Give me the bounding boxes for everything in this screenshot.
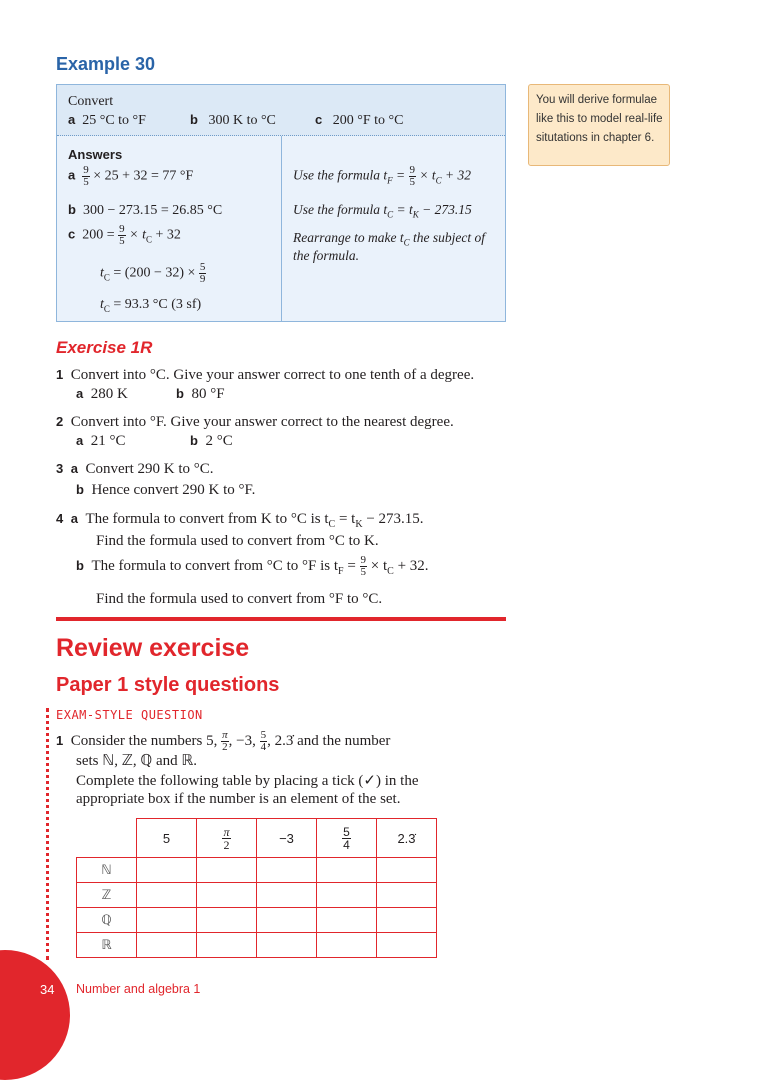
paper-title: Paper 1 style questions: [56, 674, 280, 696]
part-text: − 273.15.: [362, 511, 424, 527]
denominator: 5: [360, 566, 367, 578]
table-row: [77, 883, 437, 908]
fraction: [199, 262, 207, 285]
question-line-4: appropriate box if the number is an element of the set.: [76, 791, 401, 807]
answer-c-step3: [100, 297, 201, 314]
denominator: 9: [199, 273, 206, 285]
part-text: Hence convert 290 K to °F.: [91, 482, 256, 498]
header-5-over-4: [317, 819, 377, 858]
numerator: 9: [360, 554, 367, 566]
answer-c-step2: [100, 262, 206, 285]
part-c: [315, 112, 403, 129]
side-note-c2: the formula.: [293, 248, 359, 263]
table-row: [77, 908, 437, 933]
denominator: 4: [260, 741, 267, 753]
question-text: Consider the numbers 5,: [70, 732, 218, 749]
question-3b: [76, 482, 255, 499]
denominator: 5: [119, 235, 125, 247]
tick-cell[interactable]: [377, 933, 437, 958]
table-header-row: [77, 819, 437, 858]
tick-cell[interactable]: [197, 933, 257, 958]
subscript: C: [403, 237, 410, 248]
note-text: Rearrange to make t: [293, 230, 404, 245]
tick-cell[interactable]: [377, 908, 437, 933]
question-2a: [76, 433, 126, 450]
fraction: [221, 730, 229, 753]
tick-table: [76, 818, 437, 958]
section-divider: [56, 617, 506, 621]
tick-cell[interactable]: [137, 858, 197, 883]
subscript: F: [338, 565, 344, 577]
numerator: 9: [119, 223, 125, 235]
part-label: c: [315, 112, 323, 127]
page-corner-circle: [0, 950, 70, 1080]
part-text: 280 K: [90, 386, 128, 402]
note-text: + 32: [441, 167, 472, 183]
note-text: × t: [419, 167, 436, 183]
set-label: ℝ: [77, 933, 137, 958]
fraction: [82, 165, 90, 188]
part-a: [68, 112, 146, 129]
table-row: [77, 858, 437, 883]
numerator: π: [222, 729, 228, 741]
part-text: = t: [335, 511, 356, 527]
question-number: 3: [56, 461, 64, 476]
numerator: 5: [199, 261, 206, 273]
denominator: 5: [83, 176, 89, 188]
tick-cell[interactable]: [257, 908, 317, 933]
tick-cell[interactable]: [137, 908, 197, 933]
fraction: [360, 555, 368, 578]
subscript: C: [387, 565, 394, 577]
denominator: 5: [409, 176, 415, 188]
exam-style-label: EXAM-STYLE QUESTION: [56, 708, 203, 722]
note-text: − 273.15: [418, 202, 472, 217]
question-4a: [56, 511, 424, 530]
answer-text: 300 − 273.15 = 26.85 °C: [82, 203, 223, 218]
answer-text: 200 =: [82, 227, 115, 243]
answer-label: b: [68, 202, 76, 217]
part-text: + 32.: [393, 557, 429, 574]
variable: t: [100, 297, 104, 312]
header-pi-over-2: [197, 819, 257, 858]
tick-cell[interactable]: [137, 933, 197, 958]
tick-cell[interactable]: [377, 883, 437, 908]
answer-text: × t: [129, 227, 146, 243]
numerator: π: [223, 824, 230, 839]
fraction: [222, 826, 230, 851]
fraction: [409, 165, 417, 188]
set-label: ℕ: [77, 858, 137, 883]
note-text: Use the formula t: [293, 202, 388, 217]
note-text: the subject of: [409, 230, 485, 245]
page-number: 34: [40, 982, 55, 997]
side-note-c1: [293, 230, 485, 248]
question-number: 1: [56, 367, 64, 382]
answer-text: × 25 + 32 = 77 °F: [93, 168, 194, 184]
part-text: The formula to convert from K to °C is t: [85, 511, 329, 527]
question-1: [56, 367, 474, 384]
question-text: , −3,: [228, 732, 256, 749]
table-row: [77, 933, 437, 958]
example-question: [57, 85, 505, 136]
chapter-footer: Number and algebra 1: [76, 982, 201, 996]
question-line-3: Complete the following table by placing a tick (✓) in the: [76, 773, 419, 789]
variable: t: [100, 265, 104, 281]
answer-c: [68, 224, 181, 247]
part-label: b: [76, 557, 84, 573]
tick-cell[interactable]: [197, 883, 257, 908]
subscript: K: [412, 209, 419, 220]
header-2-3-recurring: 2.3̇: [377, 819, 437, 858]
set-label: ℚ: [77, 908, 137, 933]
part-text: =: [343, 557, 356, 574]
tick-cell[interactable]: [257, 883, 317, 908]
tick-cell[interactable]: [317, 858, 377, 883]
part-text: 200 °F to °C: [332, 113, 404, 128]
part-label: b: [190, 433, 198, 448]
answer-b: [68, 202, 222, 219]
tick-cell[interactable]: [377, 858, 437, 883]
part-text: 21 °C: [90, 433, 126, 449]
fraction: [118, 224, 126, 247]
part-label: a: [76, 433, 84, 448]
tick-cell[interactable]: [197, 908, 257, 933]
note-text: = t: [393, 202, 413, 217]
subscript: C: [387, 209, 394, 220]
question-number: 1: [56, 732, 64, 748]
part-text: Convert 290 K to °C.: [85, 461, 214, 477]
tick-cell[interactable]: [317, 908, 377, 933]
side-note-b: [293, 202, 472, 220]
note-text: =: [392, 167, 406, 183]
subscript: F: [387, 175, 393, 186]
tick-cell[interactable]: [257, 858, 317, 883]
question-text: , 2.3̇ and the number: [267, 732, 391, 749]
denominator: 2: [223, 837, 230, 852]
margin-note: You will derive formulae like this to model real-life situtations in chapter 6.: [528, 84, 670, 166]
header-5: 5: [137, 819, 197, 858]
numerator: 5: [260, 729, 267, 741]
part-label: a: [70, 511, 78, 526]
answer-label: c: [68, 226, 76, 242]
question-line-2: sets ℕ, ℤ, ℚ and ℝ.: [76, 753, 198, 769]
question-number: 4: [56, 511, 64, 526]
question-text: Convert into °C. Give your answer correct to one tenth of a degree.: [70, 367, 475, 383]
tick-cell[interactable]: [137, 883, 197, 908]
subscript: C: [103, 272, 110, 283]
question-1b: [176, 386, 225, 403]
tick-cell[interactable]: [257, 933, 317, 958]
example-box: [56, 84, 506, 322]
question-2b: [190, 433, 233, 450]
part-label: a: [70, 461, 78, 476]
question-4b: [76, 555, 429, 578]
question-2: [56, 414, 454, 431]
tick-cell[interactable]: [317, 933, 377, 958]
set-label: ℤ: [77, 883, 137, 908]
exercise-title: Exercise 1R: [56, 338, 153, 357]
answer-a: [68, 165, 193, 188]
part-label: a: [68, 112, 76, 127]
denominator: 4: [343, 837, 350, 852]
column-divider: [281, 136, 282, 321]
part-text: 25 °C to °F: [82, 113, 146, 128]
part-text: 300 K to °C: [208, 113, 276, 128]
question-4b-line2: Find the formula used to convert from °F to °C.: [96, 591, 383, 607]
subscript: K: [355, 519, 363, 530]
answer-text: = 93.3 °C (3 sf): [109, 297, 202, 312]
answer-text: = (200 − 32) ×: [109, 265, 196, 281]
numerator: 9: [409, 164, 415, 176]
question-text: Convert into °F. Give your answer correct to the nearest degree.: [70, 414, 454, 430]
subscript: C: [145, 234, 152, 245]
tick-cell[interactable]: [317, 883, 377, 908]
note-text: Use the formula t: [293, 167, 388, 183]
denominator: 2: [222, 741, 228, 753]
convert-label: Convert: [68, 94, 114, 109]
table-corner: [77, 819, 137, 858]
fraction: [342, 826, 351, 851]
numerator: 5: [343, 824, 350, 839]
subscript: C: [103, 303, 110, 314]
part-text: 2 °C: [205, 433, 233, 449]
side-note-a: [293, 165, 471, 188]
answers-label: Answers: [68, 147, 123, 162]
question-line-1: [56, 730, 390, 753]
exam-question-marker: [46, 708, 49, 960]
part-text: The formula to convert from °C to °F is t: [91, 557, 338, 574]
part-label: b: [76, 482, 84, 497]
question-4a-line2: Find the formula used to convert from °C to K.: [96, 533, 379, 549]
numerator: 9: [83, 164, 89, 176]
answer-text: + 32: [152, 227, 181, 243]
question-1a: [76, 386, 128, 403]
answer-label: a: [68, 167, 76, 183]
part-text: 80 °F: [191, 386, 225, 402]
example-title: Example 30: [56, 54, 156, 74]
tick-cell[interactable]: [197, 858, 257, 883]
subscript: C: [435, 175, 442, 186]
header-minus-3: −3: [257, 819, 317, 858]
question-number: 2: [56, 414, 64, 429]
part-text: × t: [370, 557, 388, 574]
question-3a: [56, 461, 214, 478]
fraction: [260, 730, 268, 753]
subscript: C: [328, 519, 336, 530]
part-label: b: [176, 386, 184, 401]
review-title: Review exercise: [56, 634, 250, 662]
part-label: a: [76, 386, 84, 401]
part-label: b: [190, 112, 198, 127]
part-b: [190, 112, 276, 129]
